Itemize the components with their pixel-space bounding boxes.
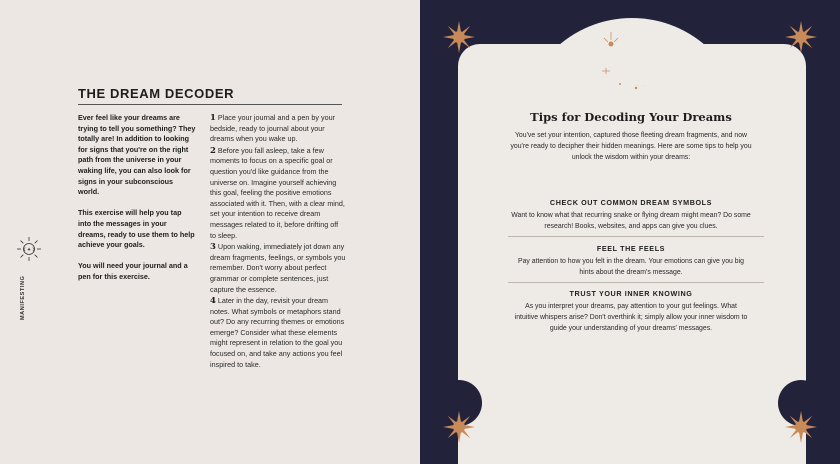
tip-text: As you interpret your dreams, pay attention to your gut feelings. What intuitive whispers arise? Don't overthink it; simply allow your inner wisdom to guide your understanding of your dreams' messages. [514, 303, 748, 332]
step-number: 1 [210, 113, 216, 123]
tip-heading: TRUST YOUR INNER KNOWING [569, 289, 693, 298]
step-item [210, 146, 346, 241]
step-number: 2 [210, 145, 216, 156]
step-text: Later in the day, revisit your dream notes. What symbols or metaphors stand out? Do any recurring themes or emotions emerge? Consider what these elements might represent in relation to the goal you focused on, and take any actions you feel inspired to take. [210, 296, 345, 369]
tip-text: Want to know what that recurring snake or flying dream might mean? Do some research! Books, websites, and apps can give you clues. [511, 212, 751, 230]
intro-paragraph: You will need your journal and a pen for this exercise. [78, 261, 188, 281]
step-text: Before you fall asleep, take a few moments to focus on a specific goal or question you'd like guidance from the universe on. Imagine yourself achieving this goal, feeling the positive emotions associated with it. Then, with a clear mind, set your intention to receive dream messages related to it, before drifting off to sleep. [210, 145, 345, 240]
page-title: THE DREAM DECODER [78, 86, 235, 101]
step-text: Place your journal and a pen by your bedside, ready to journal about your dreams when you wake up. [210, 113, 335, 144]
tip-divider [508, 282, 764, 283]
step-number: 4 [210, 296, 216, 307]
step-number: 3 [210, 242, 216, 253]
intro-column [78, 113, 196, 293]
tip-heading: FEEL THE FEELS [596, 244, 666, 253]
tips-intro: You've set your intention, captured those fleeting dream fragments, and now you're ready to decipher their hidden meanings. Here are some tips to help you unlock the wisdom within your dreams: [510, 132, 752, 161]
step-item [210, 113, 346, 145]
intro-paragraph: Ever feel like your dreams are trying to tell you something? They totally are! In addition to looking for signs that you're on the right path from the universe in your waking life, you can also look for signs in your subconscious world. [78, 113, 196, 197]
step-item [210, 296, 346, 370]
tips-title: Tips for Decoding Your Dreams [530, 110, 732, 124]
section-side-label: MANIFESTING [20, 275, 26, 321]
steps-column [210, 113, 346, 371]
sun-icon [442, 20, 476, 54]
svg-text:☾✦☽: ☾✦☽ [23, 247, 35, 252]
intro-paragraph: This exercise will help you tap into the messages in your dreams, ready to use them to help achieve your goals. [78, 208, 195, 250]
title-divider [78, 104, 342, 105]
sun-icon [442, 410, 476, 444]
tip-heading: CHECK OUT COMMON DREAM SYMBOLS [549, 198, 713, 207]
crescent-moon-icon [596, 28, 666, 98]
sun-emblem-icon [16, 236, 42, 262]
step-text: Upon waking, immediately jot down any dream fragments, feelings, or symbols you remember. Don't worry about perfect grammar or complete sentences, just capture the essence. [210, 242, 346, 294]
sun-icon [784, 20, 818, 54]
tip-text: Pay attention to how you felt in the dream. Your emotions can give you big hints about the dream's message. [517, 258, 744, 276]
tip-divider [508, 236, 764, 237]
sun-icon [784, 410, 818, 444]
step-item [210, 242, 346, 295]
